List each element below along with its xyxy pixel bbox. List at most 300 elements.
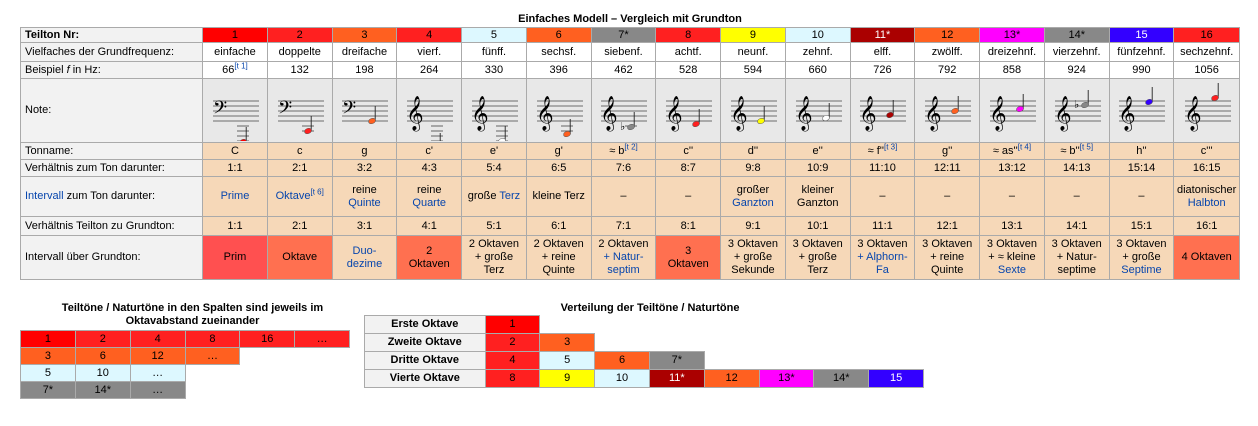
text-line: [527, 190, 591, 203]
hz-cell: [980, 62, 1045, 79]
interval-below-cell: [332, 177, 397, 217]
footnote-ref[interactable]: [t 6]: [310, 187, 324, 197]
hz-cell: [656, 62, 721, 79]
interval-fundamental-cell: [915, 236, 980, 280]
row-label-interval-below: Intervall zum Ton darunter:: [21, 177, 203, 217]
ratio-fundamental-cell: 9:1: [721, 217, 786, 236]
distribution-row: [365, 316, 924, 334]
ratio-below-cell: 5:4: [462, 160, 527, 177]
treble-clef-icon: 𝄞: [924, 95, 942, 131]
treble-clef-icon: 𝄞: [665, 95, 683, 131]
text-line: [462, 190, 526, 203]
octave-cell: 14*: [75, 382, 130, 399]
hz-value: 396: [549, 63, 568, 76]
note-staff: [662, 81, 714, 141]
empty-cell: [704, 316, 759, 334]
distribution-cell: 13*: [759, 370, 814, 388]
text-line: [721, 264, 785, 277]
ratio-fundamental-cell: 10:1: [785, 217, 850, 236]
ratio-below-cell: 3:2: [332, 160, 397, 177]
tone-name: d'': [747, 144, 759, 157]
octave-row: [21, 331, 350, 348]
wiki-link[interactable]: Quinte: [348, 196, 381, 209]
note-staff: [856, 81, 908, 141]
text: 3 Oktaven: [1116, 238, 1167, 250]
ratio-fundamental-cell: 15:1: [1109, 217, 1174, 236]
note-staff: [1181, 81, 1233, 141]
hz-cell: [1109, 62, 1174, 79]
text-line: [980, 251, 1044, 264]
text: + reine: [930, 251, 965, 263]
note-staff: [597, 81, 649, 141]
hz-cell: [332, 62, 397, 79]
empty-cell: [185, 382, 240, 399]
empty-cell: [814, 316, 869, 334]
interval-below-cell: [850, 177, 915, 217]
text-line[interactable]: [1110, 264, 1174, 277]
hz-value: 792: [938, 63, 957, 76]
text-line: [333, 184, 397, 197]
text: –: [1073, 190, 1080, 202]
distribution-cell: 6: [595, 352, 650, 370]
tone-name-cell: [1044, 143, 1109, 160]
row-label-tone-name: Tonname:: [21, 143, 203, 160]
octave-cell: 5: [21, 365, 76, 382]
text: Terz: [483, 264, 505, 276]
text: Oktaven: [408, 257, 450, 270]
hz-value: 726: [873, 63, 892, 76]
text-line[interactable]: [721, 197, 785, 210]
ratio-fundamental-cell: 13:1: [980, 217, 1045, 236]
ratio-fundamental-cell: 8:1: [656, 217, 721, 236]
octave-cell: 12: [130, 348, 185, 365]
hz-value: 594: [743, 63, 763, 76]
text-line[interactable]: [333, 245, 397, 258]
text: 3 Oktaven: [857, 238, 908, 250]
distribution-row: [365, 352, 924, 370]
main-table-caption: Einfaches Modell – Vergleich mit Grundton: [518, 13, 742, 25]
interval-below-cell: [980, 177, 1045, 217]
tone-name-cell: [332, 143, 397, 160]
ratio-below-cell: 2:1: [267, 160, 332, 177]
note-cell: [332, 79, 397, 143]
interval-fundamental-cell: [721, 236, 786, 280]
octave-cell: 6: [75, 348, 130, 365]
empty-cell: [295, 348, 350, 365]
octave-cell: 16: [240, 331, 295, 348]
hz-value: 1056: [1194, 63, 1219, 76]
multiple-cell: elff.: [850, 43, 915, 62]
wiki-link[interactable]: Halbton: [1187, 196, 1226, 209]
ratio-fundamental-cell: 14:1: [1044, 217, 1109, 236]
text: –: [1008, 190, 1016, 202]
octave-cell: …: [130, 382, 185, 399]
hz-cell: [203, 62, 268, 79]
octave-cell: …: [130, 365, 185, 382]
interval-fundamental-cell: [1044, 236, 1109, 280]
note-cell: [980, 79, 1045, 143]
empty-cell: [240, 348, 295, 365]
text: –: [685, 190, 692, 202]
text-line[interactable]: [592, 251, 656, 264]
distribution-row: [365, 334, 924, 352]
multiple-cell: zehnf.: [785, 43, 850, 62]
text: 3 Oktaven: [727, 238, 779, 250]
text-line[interactable]: [333, 197, 397, 210]
tone-name: e': [489, 144, 499, 157]
text-line: [915, 264, 979, 277]
wiki-link[interactable]: Fa: [876, 264, 889, 276]
note-staff: [274, 81, 326, 141]
flat-icon: ♭: [1073, 97, 1079, 111]
hz-cell: [915, 62, 980, 79]
tone-name: c': [425, 144, 434, 157]
distribution-cell: 9: [540, 370, 595, 388]
text: große: [467, 190, 500, 202]
text: + große: [798, 251, 837, 263]
text: Sekunde: [731, 264, 775, 276]
distribution-cell: 3: [540, 334, 595, 352]
wiki-link[interactable]: Duo-: [352, 244, 377, 257]
text: –: [620, 190, 627, 202]
octave-label: Vierte Oktave: [365, 370, 486, 388]
interval-fundamental-cell: [785, 236, 850, 280]
text: Ganzton: [796, 196, 839, 209]
text-line[interactable]: [268, 187, 332, 203]
tone-name-cell: [526, 143, 591, 160]
text-line: [527, 264, 591, 277]
interval-below-cell: [397, 177, 462, 217]
empty-cell: [295, 382, 350, 399]
tone-name-cell: [980, 143, 1045, 160]
note-staff: [1051, 81, 1103, 141]
multiple-cell: fünff.: [462, 43, 527, 62]
interval-fundamental-cell: [1174, 236, 1240, 280]
text-line: [527, 238, 591, 251]
note-staff: [533, 81, 585, 141]
text: reine: [416, 183, 442, 196]
text-line[interactable]: [333, 258, 397, 271]
row-label-interval-fundamental: Intervall über Grundton:: [21, 236, 203, 280]
tone-name-cell: [915, 143, 980, 160]
text-line[interactable]: [203, 190, 267, 203]
text-line: [592, 238, 656, 251]
interval-below-cell: [267, 177, 332, 217]
distribution-cell: 2: [485, 334, 540, 352]
text-line: [203, 251, 267, 264]
ratio-fundamental-cell: 7:1: [591, 217, 656, 236]
empty-cell: [185, 365, 240, 382]
hz-cell: [526, 62, 591, 79]
text-line: [462, 238, 526, 251]
ratio-below-cell: 10:9: [785, 160, 850, 177]
note-cell: [526, 79, 591, 143]
wiki-link[interactable]: Oktave: [275, 190, 311, 202]
text-line[interactable]: [851, 264, 915, 277]
text: 3 Oktaven: [1051, 238, 1102, 250]
octave-label: Zweite Oktave: [365, 334, 486, 352]
hz-cell: [850, 62, 915, 79]
ratio-below-cell: 7:6: [591, 160, 656, 177]
empty-cell: [595, 316, 650, 334]
hz-value: 330: [484, 63, 504, 76]
ratio-below-cell: 8:7: [656, 160, 721, 177]
text-line[interactable]: [980, 264, 1044, 277]
distribution-cell: 4: [485, 352, 540, 370]
tone-name-cell: [785, 143, 850, 160]
row-label-nr: Teilton Nr:: [21, 28, 203, 43]
row-label-note: Note:: [21, 79, 203, 143]
octave-cell: 4: [130, 331, 185, 348]
treble-clef-icon: 𝄞: [794, 95, 813, 131]
empty-cell: [240, 382, 295, 399]
ratio-fundamental-cell: 11:1: [850, 217, 915, 236]
text-line: [1110, 238, 1174, 251]
octave-table-caption: [20, 302, 365, 328]
partial-number-cell: 12: [915, 28, 980, 43]
text: –: [944, 190, 951, 202]
octave-cell: …: [185, 348, 240, 365]
text: septime: [1057, 264, 1096, 276]
footnote-ref[interactable]: [t 3]: [883, 141, 898, 151]
text-line: [592, 190, 656, 203]
wiki-link[interactable]: dezime: [346, 257, 383, 270]
hz-cell: [397, 62, 462, 79]
ratio-below-cell: 11:10: [850, 160, 915, 177]
multiple-cell: sechzehnf.: [1174, 43, 1240, 62]
text: kleiner: [801, 183, 834, 196]
wiki-link[interactable]: septim: [607, 264, 640, 276]
octave-table: [20, 330, 350, 399]
interval-fundamental-cell: [526, 236, 591, 280]
hz-value: 462: [614, 63, 633, 76]
tone-name-cell: [656, 143, 721, 160]
interval-fundamental-cell: [203, 236, 268, 280]
tone-name: c''': [1200, 144, 1213, 157]
note-staff: [1115, 81, 1167, 141]
empty-cell: [595, 334, 650, 352]
interval-below-cell: [1044, 177, 1109, 217]
note-cell: [462, 79, 527, 143]
partial-number-cell: 16: [1174, 28, 1240, 43]
tone-name: g': [554, 144, 563, 157]
empty-cell: [869, 352, 924, 370]
text: Oktaven: [667, 257, 709, 270]
ratio-below-cell: 4:3: [397, 160, 462, 177]
hz-cell: [591, 62, 656, 79]
interval-below-cell: [526, 177, 591, 217]
ratio-below-cell: 1:1: [203, 160, 268, 177]
empty-cell: [240, 365, 295, 382]
note-staff: [792, 81, 844, 141]
hz-value: 660: [808, 63, 827, 76]
text-line[interactable]: [1174, 197, 1239, 210]
interval-fundamental-cell: [591, 236, 656, 280]
partial-number-cell: 10: [785, 28, 850, 43]
text: 3: [685, 244, 692, 257]
empty-cell: [759, 316, 814, 334]
text: + große: [733, 251, 773, 263]
interval-fundamental-cell: [397, 236, 462, 280]
partial-number-cell: 11*: [850, 28, 915, 43]
interval-below-cell: [785, 177, 850, 217]
note-cell: [721, 79, 786, 143]
text-line[interactable]: [397, 197, 461, 210]
octave-cell: 2: [75, 331, 130, 348]
octave-cell: 10: [75, 365, 130, 382]
note-staff: [209, 81, 261, 141]
distribution-cell: 10: [595, 370, 650, 388]
text: Oktave: [282, 251, 318, 263]
distribution-table-caption: Verteilung der Teiltöne / Naturtöne: [560, 302, 740, 314]
ratio-fundamental-cell: 5:1: [462, 217, 527, 236]
hz-value: 264: [420, 63, 439, 76]
text: Quinte: [931, 264, 964, 276]
distribution-table: [364, 315, 924, 388]
text: kleine Terz: [532, 190, 585, 202]
footnote-ref[interactable]: [t 5]: [1079, 141, 1094, 151]
text-line: [786, 197, 850, 210]
text-line: [397, 184, 461, 197]
empty-cell: [704, 334, 759, 352]
partial-number-cell: 7*: [591, 28, 656, 43]
empty-cell: [814, 352, 869, 370]
empty-cell: [540, 316, 595, 334]
octave-caption-line-2: Oktavabstand zueinander: [125, 315, 260, 327]
wiki-link[interactable]: Ganzton: [732, 196, 774, 209]
empty-cell: [704, 352, 759, 370]
interval-fundamental-cell: [850, 236, 915, 280]
wiki-link[interactable]: Quarte: [412, 196, 447, 209]
text: + große: [1122, 251, 1161, 263]
text-line: [1110, 190, 1174, 203]
note-cell: [267, 79, 332, 143]
text-line: [721, 184, 785, 197]
footnote-ref[interactable]: [t 4]: [1017, 141, 1032, 151]
text-line: [1045, 251, 1109, 264]
hz-value: 990: [1132, 63, 1151, 76]
text-line[interactable]: [851, 251, 915, 264]
wiki-link[interactable]: + Alphorn-: [857, 251, 908, 263]
multiple-cell: einfache: [203, 43, 268, 62]
note-cell: [1174, 79, 1240, 143]
empty-cell: [759, 352, 814, 370]
wiki-link[interactable]: Septime: [1121, 264, 1162, 276]
multiple-cell: fünfzehnf.: [1109, 43, 1174, 62]
wiki-link[interactable]: Sexte: [997, 264, 1027, 276]
distribution-cell: 11*: [649, 370, 704, 388]
footnote-ref[interactable]: [t 2]: [624, 141, 638, 151]
row-label-example-hz: Beispiel f in Hz:: [21, 62, 203, 79]
text-line: [721, 251, 785, 264]
interval-fundamental-cell: [267, 236, 332, 280]
text-line: [527, 251, 591, 264]
interval-fundamental-cell: [462, 236, 527, 280]
tone-name: ≈ b: [609, 144, 625, 157]
text-line: [397, 258, 461, 271]
footnote-ref[interactable]: [t 1]: [234, 60, 248, 70]
treble-clef-icon: 𝄞: [470, 95, 489, 131]
partial-number-cell: 15: [1109, 28, 1174, 43]
wiki-link[interactable]: Prime: [220, 190, 250, 202]
octave-label: Dritte Oktave: [365, 352, 486, 370]
text-line: [851, 190, 915, 203]
hz-cell: [267, 62, 332, 79]
row-label-ratio-below: Verhältnis zum Ton darunter:: [21, 160, 203, 177]
ratio-fundamental-cell: 1:1: [203, 217, 268, 236]
text: –: [1138, 190, 1145, 202]
hz-cell: [1174, 62, 1240, 79]
text-line: [1045, 264, 1109, 277]
treble-clef-icon: 𝄞: [1183, 95, 1202, 131]
multiple-cell: sechsf.: [526, 43, 591, 62]
tone-name-cell: [1174, 143, 1240, 160]
text-line: [1045, 238, 1109, 251]
multiple-cell: achtf.: [656, 43, 721, 62]
note-cell: [1109, 79, 1174, 143]
multiple-cell: vierzehnf.: [1044, 43, 1109, 62]
empty-cell: [869, 334, 924, 352]
hz-value: 198: [355, 63, 374, 76]
multiple-cell: dreizehnf.: [980, 43, 1045, 62]
interval-below-cell: [915, 177, 980, 217]
text: 4 Oktaven: [1181, 251, 1232, 263]
tone-name: g: [361, 144, 368, 157]
partial-number-cell: 8: [656, 28, 721, 43]
tone-name: ≈ f'': [867, 144, 884, 157]
note-staff: [403, 81, 455, 141]
hz-cell: [462, 62, 527, 79]
interval-below-cell: [721, 177, 786, 217]
treble-clef-icon: 𝄞: [859, 95, 878, 131]
tone-name: ≈ as'': [992, 144, 1018, 157]
tone-name: e'': [812, 144, 823, 157]
text-line: [980, 238, 1044, 251]
text-line: [1174, 184, 1239, 197]
tone-name: C: [230, 144, 239, 157]
tone-name-cell: [850, 143, 915, 160]
octave-cell: …: [295, 331, 350, 348]
wiki-link[interactable]: + Natur-: [603, 251, 644, 263]
note-cell: [785, 79, 850, 143]
text-line: [851, 238, 915, 251]
note-cell: [203, 79, 268, 143]
text-line: [397, 245, 461, 258]
wiki-link[interactable]: Terz: [499, 190, 521, 202]
partial-number-cell: 4: [397, 28, 462, 43]
empty-cell: [759, 334, 814, 352]
octave-row: [21, 365, 350, 382]
bass-clef-icon: 𝄢: [342, 97, 357, 123]
interval-below-cell: [656, 177, 721, 217]
distribution-cell: 12: [704, 370, 759, 388]
hz-value: 66: [222, 63, 235, 76]
ratio-below-cell: 16:15: [1174, 160, 1240, 177]
ratio-fundamental-cell: 6:1: [526, 217, 591, 236]
octave-label: Erste Oktave: [365, 316, 486, 334]
text-line: [1045, 190, 1109, 203]
ratio-fundamental-cell: 12:1: [915, 217, 980, 236]
interval-fundamental-cell: [980, 236, 1045, 280]
distribution-cell: 7*: [649, 352, 704, 370]
partial-tones-table: [20, 27, 1240, 280]
distribution-cell: 8: [485, 370, 540, 388]
text: 2 Oktaven: [533, 238, 584, 250]
note-staff: [986, 81, 1038, 141]
empty-cell: [814, 334, 869, 352]
text-line: [786, 184, 850, 197]
text-line[interactable]: [592, 264, 656, 277]
